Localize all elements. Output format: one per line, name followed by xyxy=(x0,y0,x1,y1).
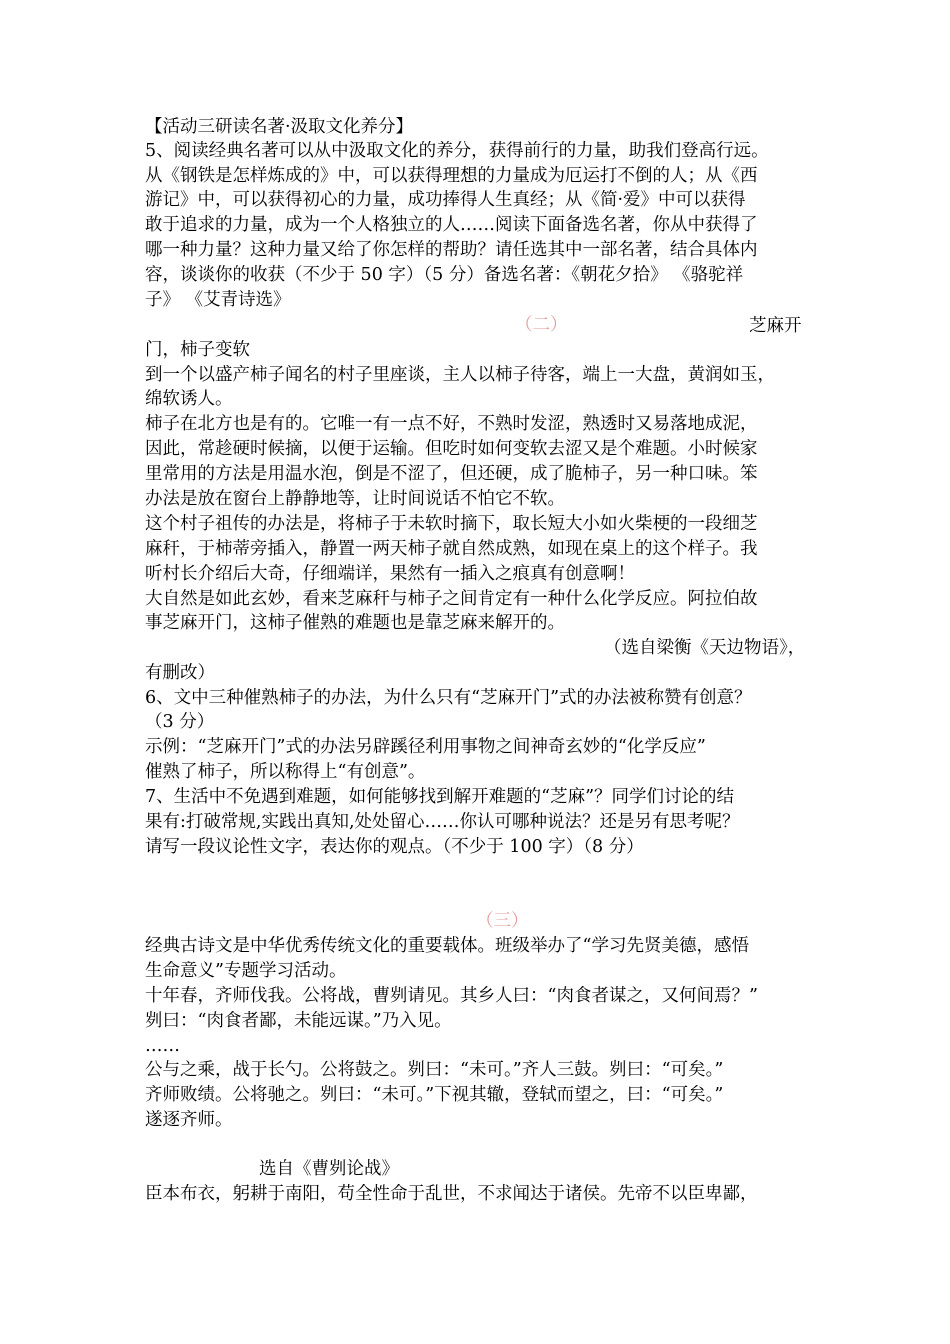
part2-body-line: 里常用的方法是用温水泡，倒是不涩了，但还硬，成了脆柿子，另一种口味。笨 xyxy=(145,464,758,484)
q7-line: 请写一段议论性文字，表达你的观点。（不少于 100 字）（8 分） xyxy=(145,837,644,857)
part2-heading: （二） xyxy=(515,315,568,335)
part2-body-line: 办法是放在窗台上静静地等，让时间说话不怕它不软。 xyxy=(145,489,565,509)
part2-body-line: 到一个以盛产柿子闻名的村子里座谈，主人以柿子待客，端上一大盘，黄润如玉， xyxy=(145,365,775,385)
part3-source: 选自《曹刿论战》 xyxy=(259,1159,399,1179)
q6-line: （3 分） xyxy=(145,712,215,732)
classical-text-line: 刿曰：“肉食者鄙，未能远谋。”乃入见。 xyxy=(145,1011,452,1031)
part2-body-line: 事芝麻开门，这柿子催熟的难题也是靠芝麻来解开的。 xyxy=(145,613,565,633)
part2-body-line: 因此，常趁硬时候摘，以便于运输。但吃时如何变软去涩又是个难题。小时候家 xyxy=(145,439,758,459)
activity3-title: 【活动三研读名著·汲取文化养分】 xyxy=(145,117,414,137)
part3-intro-line: 经典古诗文是中华优秀传统文化的重要载体。班级举办了“学习先贤美德，感悟 xyxy=(145,936,749,956)
classical-text-line: 公与之乘，战于长勺。公将鼓之。刿曰：“未可。”齐人三鼓。刿曰：“可矣。” xyxy=(145,1060,724,1080)
q7-line: 7、生活中不免遇到难题，如何能够找到解开难题的“芝麻”？同学们讨论的结 xyxy=(145,787,735,807)
q5-line: 游记》中，可以获得初心的力量，成功捧得人生真经；从《简·爱》中可以获得 xyxy=(145,190,746,210)
part2-body-line: 麻秆，于柿蒂旁插入，静置一两天柿子就自然成熟，如现在桌上的这个样子。我 xyxy=(145,539,758,559)
part3-intro-line: 生命意义”专题学习活动。 xyxy=(145,961,347,981)
classical-text-line: 齐师败绩。公将驰之。刿曰：“未可。”下视其辙，登轼而望之，曰：“可矣。” xyxy=(145,1085,724,1105)
q5-line: 哪一种力量？这种力量又给了你怎样的帮助？请任选其中一部名著，结合具体内 xyxy=(145,240,758,260)
example-answer-line: 催熟了柿子，所以称得上“有创意”。 xyxy=(145,762,426,782)
part2-body-line: 大自然是如此玄妙，看来芝麻秆与柿子之间肯定有一种什么化学反应。阿拉伯故 xyxy=(145,589,758,609)
example-answer-line: 示例：“芝麻开门”式的办法另辟蹊径利用事物之间神奇玄妙的“化学反应” xyxy=(145,737,706,757)
part2-title-continued: 门，柿子变软 xyxy=(145,340,250,360)
q5-line: 敢于追求的力量，成为一个人格独立的人……阅读下面备选名著，你从中获得了 xyxy=(145,215,758,235)
q5-line: 子》 《艾青诗选》 xyxy=(145,290,291,310)
q6-line: 6、文中三种催熟柿子的办法，为什么只有“芝麻开门”式的办法被称赞有创意？ xyxy=(145,688,752,708)
classical-text-line: 臣本布衣，躬耕于南阳，苟全性命于乱世，不求闻达于诸侯。先帝不以臣卑鄙， xyxy=(145,1184,758,1204)
q5-line: 5、阅读经典名著可以从中汲取文化的养分，获得前行的力量，助我们登高行远。 xyxy=(145,141,769,161)
q5-line: 从《钢铁是怎样炼成的》中，可以获得理想的力量成为厄运打不倒的人；从《西 xyxy=(145,166,758,186)
q5-line: 容，谈谈你的收获（不少于 50 字）（5 分）备选名著：《朝花夕拾》 《骆驼祥 xyxy=(145,265,744,285)
part2-source-continued: 有删改） xyxy=(145,663,215,683)
part2-body-line: 绵软诱人。 xyxy=(145,389,233,409)
part3-heading: （三） xyxy=(476,911,529,931)
q7-line: 果有:打破常规,实践出真知,处处留心……你认可哪种说法？还是另有思考呢？ xyxy=(145,812,740,832)
part2-body-line: 这个村子祖传的办法是，将柿子于未软时摘下，取长短大小如火柴梗的一段细芝 xyxy=(145,514,758,534)
part2-source: （选自梁衡《天边物语》， xyxy=(604,638,806,658)
part2-body-line: 柿子在北方也是有的。它唯一有一点不好，不熟时发涩，熟透时又易落地成泥， xyxy=(145,414,758,434)
part2-body-line: 听村长介绍后大奇，仔细端详，果然有一插入之痕真有创意啊！ xyxy=(145,564,635,584)
classical-text-line: 十年春，齐师伐我。公将战，曹刿请见。其乡人曰：“肉食者谋之，又何间焉？” xyxy=(145,986,758,1006)
part2-title: 芝麻开 xyxy=(749,316,802,336)
classical-text-line: …… xyxy=(145,1036,180,1056)
classical-text-line: 遂逐齐师。 xyxy=(145,1110,233,1130)
